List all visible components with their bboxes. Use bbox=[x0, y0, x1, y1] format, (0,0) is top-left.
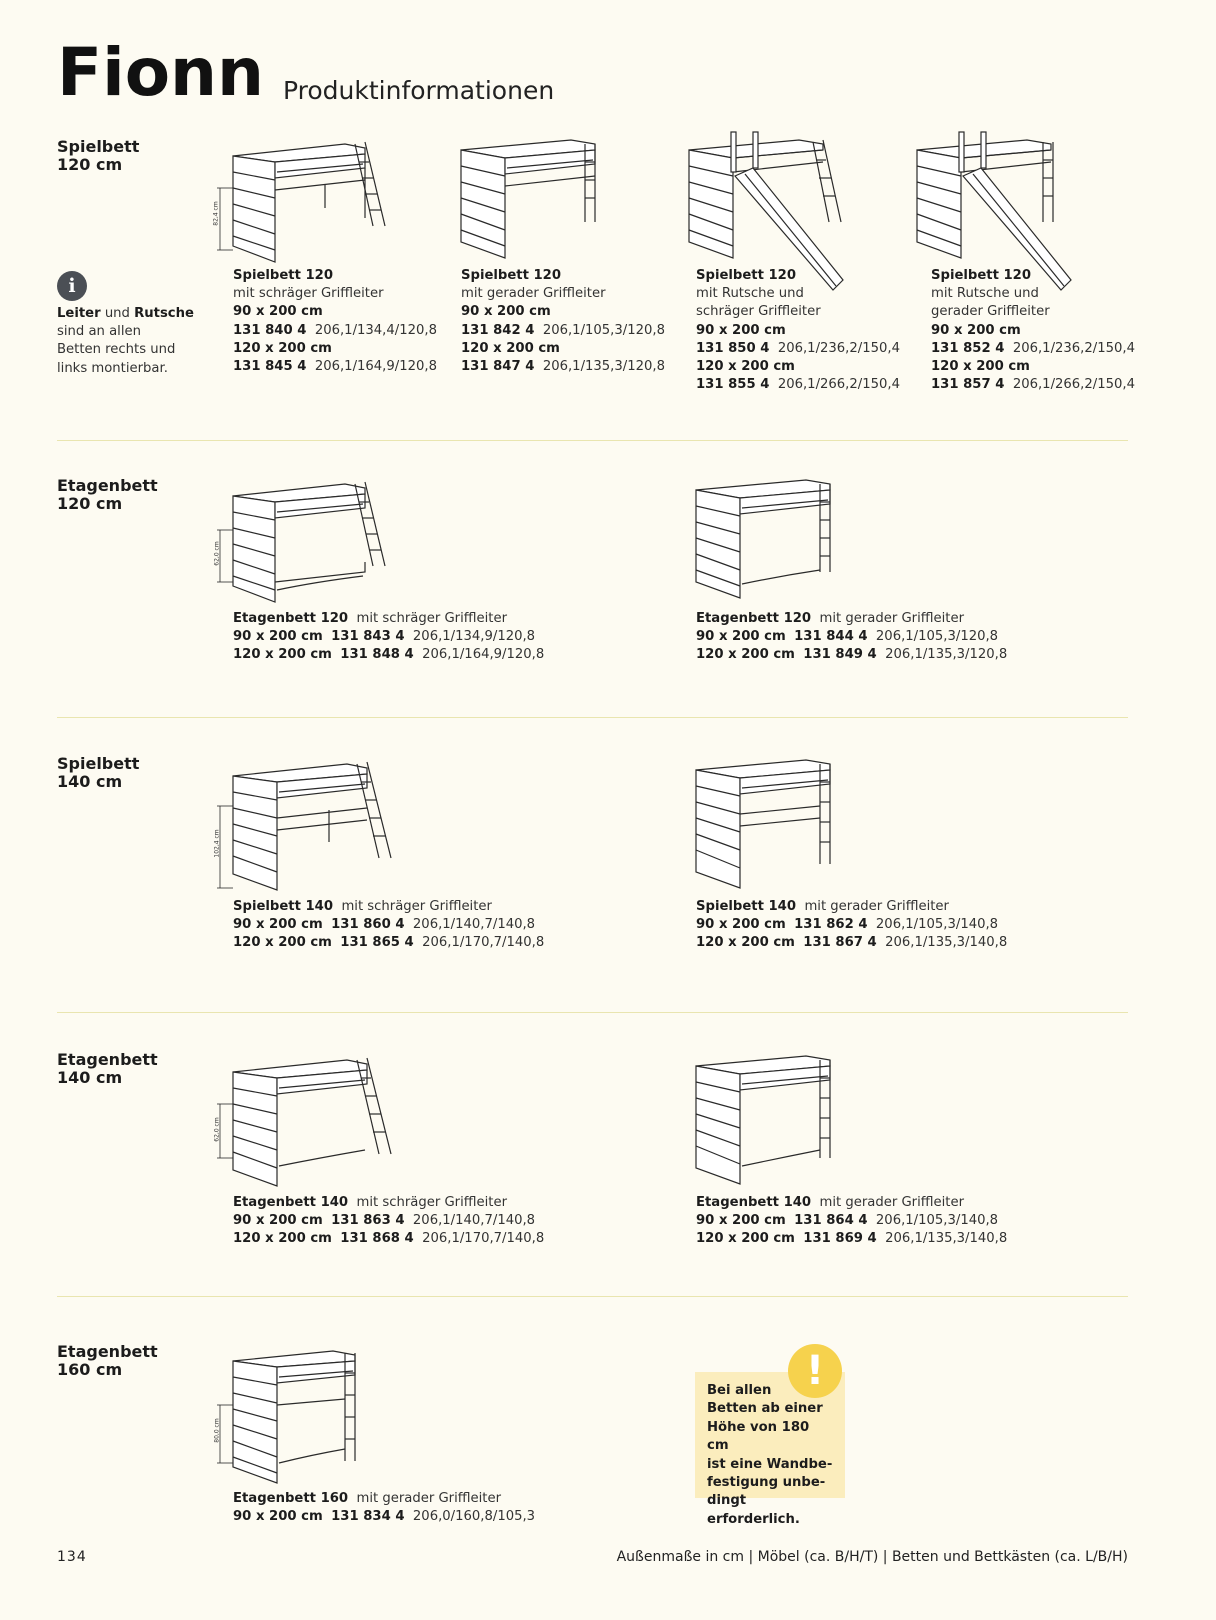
article-number: 131 868 4 bbox=[340, 1231, 414, 1247]
product-desc: mit schräger Griffleiter bbox=[341, 899, 492, 914]
product-name: Etagenbett 140 bbox=[233, 1195, 349, 1210]
section-title-etagenbett-160 bbox=[57, 1343, 158, 1379]
section-title-spielbett-120 bbox=[57, 138, 139, 174]
dimensions: 206,1/135,3/140,8 bbox=[885, 1231, 1008, 1247]
section-title-spielbett-140 bbox=[57, 755, 139, 791]
article-number: 131 850 4 bbox=[696, 340, 770, 356]
height-label: 82,4 cm bbox=[212, 201, 220, 226]
section-title-line: 140 cm bbox=[57, 1068, 123, 1087]
section-title-line: 160 cm bbox=[57, 1360, 123, 1379]
section-title-line: Etagenbett bbox=[57, 1050, 158, 1069]
dimensions: 206,1/236,2/150,4 bbox=[1012, 340, 1135, 356]
dimensions: 206,1/170,7/140,8 bbox=[422, 935, 545, 951]
section-title-line: Spielbett bbox=[57, 754, 140, 773]
article-number: 131 852 4 bbox=[931, 340, 1005, 356]
section-title-line: 120 cm bbox=[57, 494, 123, 513]
product-desc: mit gerader Griffleiter bbox=[461, 286, 606, 302]
section-divider bbox=[57, 440, 1128, 441]
info-word-and: und bbox=[100, 306, 135, 321]
height-label: 62,0 cm bbox=[213, 541, 221, 566]
section-title-etagenbett-140 bbox=[57, 1051, 158, 1087]
dimensions: 206,1/105,3/140,8 bbox=[875, 1213, 999, 1229]
product-name: Etagenbett 140 bbox=[696, 1195, 812, 1210]
product-etagenbett-160-straight bbox=[233, 1490, 535, 1526]
product-spielbett-140-slanted bbox=[233, 898, 544, 953]
article-number: 131 845 4 bbox=[233, 359, 307, 375]
height-label: 62,0 cm bbox=[213, 1117, 221, 1142]
product-size: 90 x 200 cm bbox=[233, 1213, 323, 1229]
article-number: 131 855 4 bbox=[696, 377, 770, 393]
bed-drawing-loft140-straight-ladder bbox=[680, 756, 860, 891]
section-divider bbox=[57, 717, 1128, 718]
article-number: 131 844 4 bbox=[794, 629, 868, 645]
bed-drawing-bunk160-straight-ladder bbox=[215, 1345, 390, 1485]
article-number: 131 857 4 bbox=[931, 377, 1005, 393]
product-spielbett-140-straight bbox=[696, 898, 1007, 953]
article-number: 131 834 4 bbox=[331, 1509, 405, 1525]
product-desc: gerader Griffleiter bbox=[931, 304, 1050, 320]
product-etagenbett-140-straight bbox=[696, 1194, 1007, 1249]
bed-drawing-bunk-slanted-ladder bbox=[215, 478, 405, 603]
article-number: 131 840 4 bbox=[233, 322, 307, 338]
product-spielbett-120-slanted bbox=[233, 267, 437, 376]
product-name: Etagenbett 120 bbox=[696, 611, 812, 626]
bed-drawing-bunk-straight-ladder bbox=[680, 476, 860, 601]
dimensions: 206,1/236,2/150,4 bbox=[777, 340, 900, 356]
dimensions: 206,1/140,7/140,8 bbox=[412, 1213, 536, 1229]
article-number: 131 867 4 bbox=[803, 935, 877, 951]
product-name: Spielbett 120 bbox=[931, 268, 1032, 283]
product-name: Spielbett 140 bbox=[696, 899, 797, 914]
product-size: 120 x 200 cm bbox=[233, 1231, 332, 1247]
product-spielbett-120-slide-slanted bbox=[696, 267, 900, 394]
article-number: 131 869 4 bbox=[803, 1231, 877, 1247]
section-title-line: 140 cm bbox=[57, 772, 123, 791]
product-desc: mit gerader Griffleiter bbox=[804, 899, 949, 914]
product-size: 120 x 200 cm bbox=[233, 935, 332, 951]
product-desc: mit gerader Griffleiter bbox=[819, 611, 964, 626]
article-number: 131 862 4 bbox=[794, 917, 868, 933]
article-number: 131 843 4 bbox=[331, 629, 405, 645]
product-size: 90 x 200 cm bbox=[461, 304, 551, 320]
product-spielbett-120-straight bbox=[461, 267, 665, 376]
dimensions: 206,1/135,3/140,8 bbox=[885, 935, 1008, 951]
bed-drawing-loft-slanted-ladder bbox=[212, 138, 405, 263]
product-size: 90 x 200 cm bbox=[696, 917, 786, 933]
dimensions: 206,1/105,3/120,8 bbox=[542, 322, 665, 338]
page-subtitle: Produktinformationen bbox=[283, 76, 555, 105]
note-line: festigung unbe- bbox=[707, 1475, 826, 1491]
product-name: Etagenbett 160 bbox=[233, 1491, 349, 1506]
section-title-line: 120 cm bbox=[57, 155, 123, 174]
product-name: Spielbett 120 bbox=[461, 268, 562, 283]
product-size: 120 x 200 cm bbox=[233, 647, 332, 663]
note-line: Bei allen bbox=[707, 1383, 772, 1398]
dimensions: 206,1/105,3/140,8 bbox=[875, 917, 999, 933]
section-title-etagenbett-120 bbox=[57, 477, 158, 513]
article-number: 131 849 4 bbox=[803, 647, 877, 663]
dimensions: 206,1/164,9/120,8 bbox=[314, 359, 437, 375]
product-size: 90 x 200 cm bbox=[696, 322, 786, 338]
product-size: 90 x 200 cm bbox=[696, 629, 786, 645]
note-line: ist eine Wandbe- bbox=[707, 1456, 833, 1472]
article-number: 131 847 4 bbox=[461, 359, 535, 375]
product-name: Spielbett 120 bbox=[696, 268, 797, 283]
product-desc: mit Rutsche und bbox=[696, 286, 804, 302]
dimensions: 206,1/266,2/150,4 bbox=[777, 377, 900, 393]
section-divider bbox=[57, 1012, 1128, 1013]
section-title-line: Spielbett bbox=[57, 137, 140, 156]
article-number: 131 848 4 bbox=[340, 647, 414, 663]
article-number: 131 864 4 bbox=[794, 1213, 868, 1229]
page-number: 134 bbox=[57, 1549, 87, 1565]
product-spielbett-120-slide-straight bbox=[931, 267, 1135, 394]
note-line: Höhe von 180 cm bbox=[707, 1419, 810, 1454]
product-size: 120 x 200 cm bbox=[696, 647, 795, 663]
dimensions: 206,0/160,8/105,3 bbox=[412, 1509, 536, 1525]
product-desc: mit schräger Griffleiter bbox=[233, 286, 384, 302]
exclamation-icon: ! bbox=[788, 1344, 842, 1398]
product-desc: schräger Griffleiter bbox=[696, 304, 821, 320]
dimensions: 206,1/134,4/120,8 bbox=[314, 322, 437, 338]
dimensions: 206,1/134,9/120,8 bbox=[412, 629, 536, 645]
product-size: 90 x 200 cm bbox=[931, 322, 1021, 338]
section-title-line: Etagenbett bbox=[57, 1342, 158, 1361]
info-line: sind an allen bbox=[57, 324, 141, 340]
bed-drawing-bunk140-straight-ladder bbox=[680, 1052, 860, 1187]
note-line: Betten ab einer bbox=[707, 1401, 823, 1417]
height-label: 80,0 cm bbox=[213, 1418, 221, 1443]
note-line: dingt erforderlich. bbox=[707, 1493, 800, 1527]
dimensions: 206,1/105,3/120,8 bbox=[875, 629, 999, 645]
article-number: 131 860 4 bbox=[331, 917, 405, 933]
bed-drawing-loft140-slanted-ladder bbox=[215, 758, 410, 893]
product-desc: mit Rutsche und bbox=[931, 286, 1039, 302]
section-title-line: Etagenbett bbox=[57, 476, 158, 495]
info-word-slide: Rutsche bbox=[134, 306, 194, 321]
product-etagenbett-140-slanted bbox=[233, 1194, 544, 1249]
article-number: 131 863 4 bbox=[331, 1213, 405, 1229]
info-icon: i bbox=[57, 271, 87, 301]
product-name: Etagenbett 120 bbox=[233, 611, 349, 626]
info-line: links montierbar. bbox=[57, 360, 168, 376]
info-word-ladder: Leiter bbox=[57, 306, 101, 321]
product-name: Spielbett 120 bbox=[233, 268, 334, 283]
article-number: 131 865 4 bbox=[340, 935, 414, 951]
dimensions: 206,1/135,3/120,8 bbox=[542, 359, 665, 375]
article-number: 131 842 4 bbox=[461, 322, 535, 338]
dimensions: 206,1/140,7/140,8 bbox=[412, 917, 536, 933]
info-text bbox=[57, 305, 194, 378]
product-size: 120 x 200 cm bbox=[696, 935, 795, 951]
info-line: Betten rechts und bbox=[57, 342, 176, 358]
bed-drawing-loft-straight-ladder bbox=[445, 136, 625, 261]
product-size: 90 x 200 cm bbox=[233, 917, 323, 933]
bed-drawing-bunk140-slanted-ladder bbox=[215, 1054, 410, 1189]
dimensions: 206,1/135,3/120,8 bbox=[885, 647, 1008, 663]
product-size: 90 x 200 cm bbox=[233, 1509, 323, 1525]
dimensions: 206,1/170,7/140,8 bbox=[422, 1231, 545, 1247]
product-etagenbett-120-straight bbox=[696, 610, 1007, 665]
product-name: Spielbett 140 bbox=[233, 899, 334, 914]
product-desc: mit gerader Griffleiter bbox=[356, 1491, 501, 1506]
dimensions: 206,1/164,9/120,8 bbox=[422, 647, 545, 663]
product-desc: mit schräger Griffleiter bbox=[356, 611, 507, 626]
product-size: 90 x 200 cm bbox=[233, 304, 323, 320]
product-desc: mit gerader Griffleiter bbox=[819, 1195, 964, 1210]
height-label: 102,4 cm bbox=[213, 829, 221, 858]
product-size: 120 x 200 cm bbox=[233, 340, 332, 356]
product-etagenbett-120-slanted bbox=[233, 610, 544, 665]
dimensions: 206,1/266,2/150,4 bbox=[1012, 377, 1135, 393]
product-size: 120 x 200 cm bbox=[696, 359, 795, 375]
product-desc: mit schräger Griffleiter bbox=[356, 1195, 507, 1210]
product-size: 90 x 200 cm bbox=[233, 629, 323, 645]
section-divider bbox=[57, 1296, 1128, 1297]
product-size: 120 x 200 cm bbox=[461, 340, 560, 356]
product-size: 120 x 200 cm bbox=[931, 359, 1030, 375]
footer-legend: Außenmaße in cm | Möbel (ca. B/H/T) | Betten und Bettkästen (ca. L/B/H) bbox=[616, 1549, 1128, 1565]
product-size: 90 x 200 cm bbox=[696, 1213, 786, 1229]
brand-title: Fionn bbox=[57, 34, 265, 111]
product-size: 120 x 200 cm bbox=[696, 1231, 795, 1247]
